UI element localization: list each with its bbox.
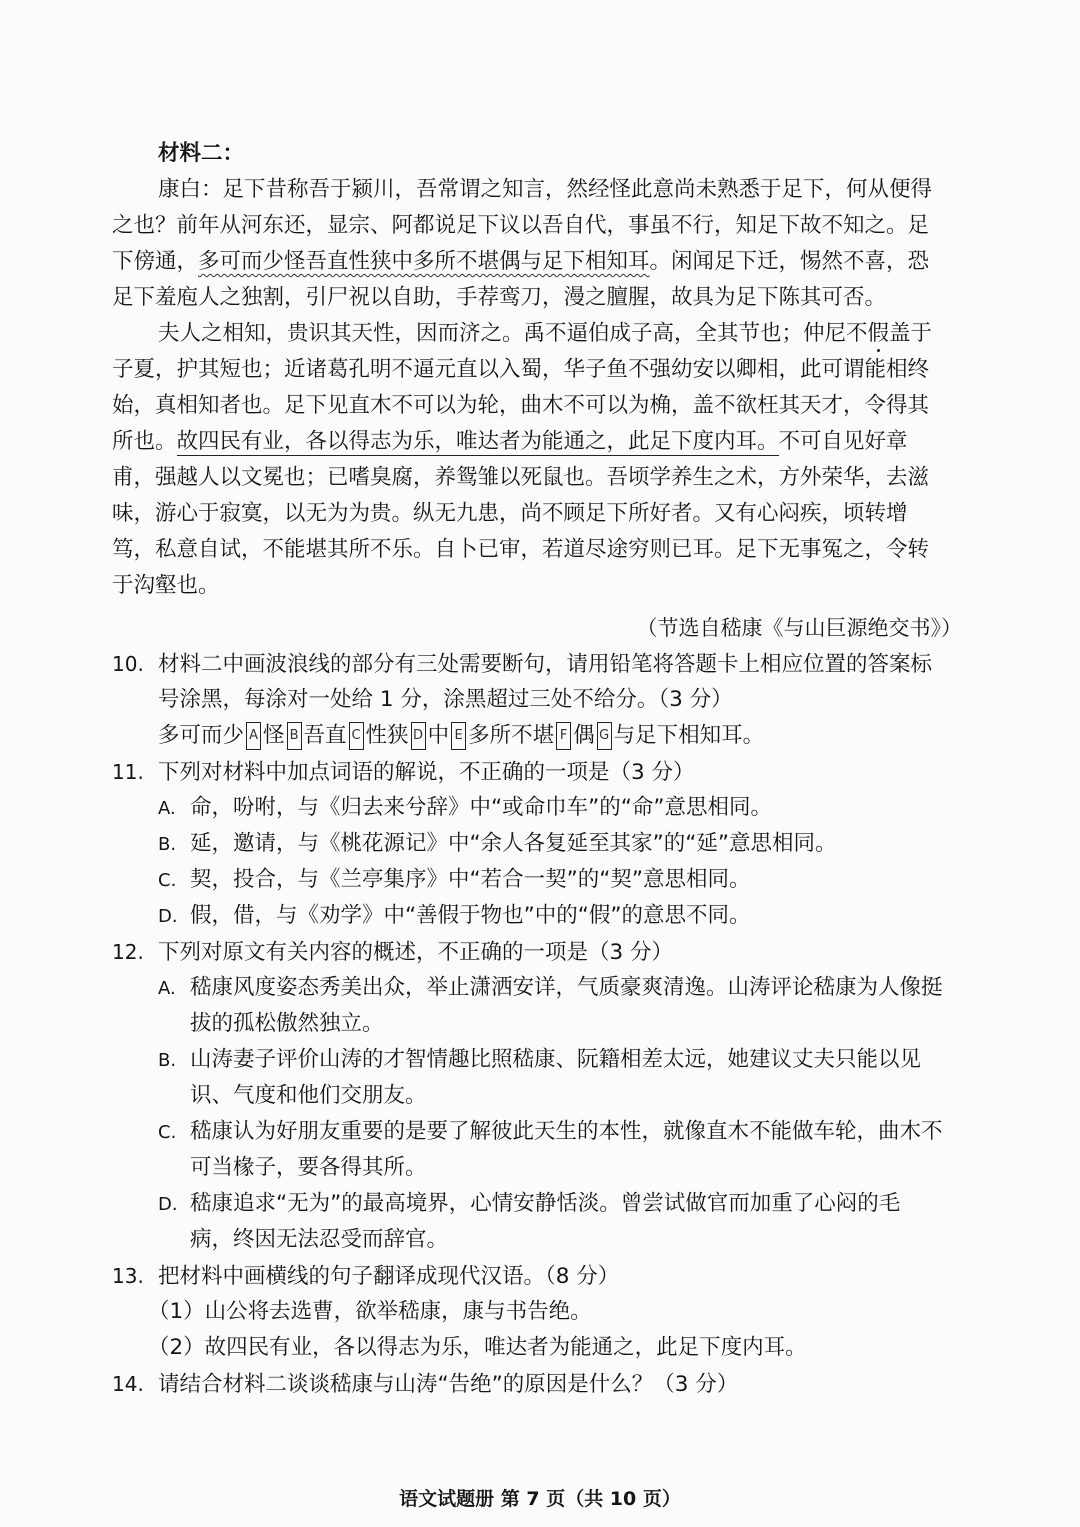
passage-source: （节选自嵇康《与山巨源绝交书》）: [636, 616, 962, 640]
option-letter: D.: [158, 906, 178, 927]
answer-box-g[interactable]: G: [597, 722, 612, 750]
option-text: 契，投合，与《兰亭集序》中“若合一契”的“契”意思相同。: [190, 867, 751, 892]
question-number: 11.: [112, 760, 144, 784]
answer-box-f[interactable]: F: [556, 722, 571, 750]
option-c[interactable]: [158, 862, 1018, 899]
passage-text: 不可自见好章: [778, 429, 908, 454]
answer-box-c[interactable]: C: [349, 722, 364, 750]
option-b[interactable]: [158, 1042, 1018, 1079]
question-number: 14.: [112, 1372, 144, 1396]
question-10-stem-cont: 号涂黑，每涂对一处给 1 分，涂黑超过三处不给分。（3 分）: [158, 687, 733, 712]
option-letter: A.: [158, 978, 176, 999]
answer-box-e[interactable]: E: [451, 722, 466, 750]
sentence-fragment: 吾直: [303, 723, 347, 748]
question-12: [112, 934, 972, 971]
option-letter: C.: [158, 870, 177, 891]
sentence-fragment: 与足下相知耳。: [613, 723, 765, 748]
option-text: 嵇康追求“无为”的最高境界，心情安静恬淡。曾尝试做官而加重了心闷的毛: [190, 1191, 901, 1216]
question-stem: 请结合材料二谈谈嵇康与山涛“告绝”的原因是什么？（3 分）: [158, 1372, 739, 1397]
translation-item-1: （1）山公将去选曹，欲举嵇康，康与书告绝。: [148, 1299, 592, 1324]
passage-line: 味，游心于寂寞，以无为为贵。纵无九患，尚不顾足下所好者。又有心闷疾，顷转增: [112, 501, 908, 526]
passage-line: 甫，强越人以文冕也；已嗜臭腐，养鸳雏以死鼠也。吾顷学养生之术，方外荣华，去滋: [112, 465, 930, 490]
option-a[interactable]: [158, 790, 1018, 827]
punctuation-sentence: [158, 718, 1018, 754]
option-a-cont: 拔的孤松傲然独立。: [190, 1011, 384, 1036]
option-b[interactable]: [158, 826, 1018, 863]
option-c-cont: 可当椽子，要各得其所。: [190, 1155, 427, 1180]
option-d[interactable]: [158, 1186, 1018, 1223]
question-number: 10.: [112, 652, 144, 676]
sentence-fragment: 偶: [573, 723, 595, 748]
question-number: 13.: [112, 1264, 144, 1288]
option-b-cont: 识、气度和他们交朋友。: [190, 1083, 427, 1108]
passage-line: 子夏，护其短也；近诸葛孔明不逼元直以入蜀，华子鱼不强幼安以卿相，此可谓能相终: [112, 357, 930, 382]
passage-line: 笃，私意自试，不能堪其所不乐。自卜已审，若道尽途穷则已耳。足下无事冤之，令转: [112, 537, 930, 562]
material-title: 材料二：: [158, 141, 245, 166]
passage-line: [158, 316, 1018, 352]
passage-text: 盖于: [889, 321, 933, 346]
wavy-underlined-sentence: 多可而少怪吾直性狭中多所不堪偶与足下相知耳: [198, 249, 650, 274]
option-letter: D.: [158, 1194, 178, 1215]
option-d-cont: 病，终因无法忍受而辞官。: [190, 1227, 449, 1252]
question-stem: 下列对原文有关内容的概述，不正确的一项是（3 分）: [158, 940, 674, 965]
passage-line: 始，真相知者也。足下见直木不可以为轮，曲木不可以为桷，盖不欲枉其天才，令得其: [112, 393, 930, 418]
option-text: 延，邀请，与《桃花源记》中“余人各复延至其家”的“延”意思相同。: [190, 831, 837, 856]
sentence-fragment: 中: [427, 723, 450, 748]
passage-text: 下傍通，: [112, 249, 199, 274]
option-d[interactable]: [158, 898, 1018, 935]
question-stem: 材料二中画波浪线的部分有三处需要断句，请用铅笔将答题卡上相应位置的答案标: [158, 652, 933, 677]
option-letter: A.: [158, 798, 176, 819]
passage-text: 。闲闻足下迁，惕然不喜，恐: [649, 249, 930, 274]
sentence-fragment: 多可而少: [158, 723, 245, 748]
option-text: 山涛妻子评价山涛的才智情趣比照嵇康、阮籍相差太远，她建议丈夫只能以见: [190, 1047, 922, 1072]
option-text: 嵇康认为好朋友重要的是要了解彼此天生的本性，就像直木不能做车轮，曲木不: [190, 1119, 943, 1144]
question-number: 12.: [112, 940, 144, 964]
page-footer: 语文试题册 第 7 页（共 10 页）: [399, 1488, 681, 1510]
question-stem: 下列对材料中加点词语的解说，不正确的一项是（3 分）: [158, 760, 695, 785]
option-text: 嵇康风度姿态秀美出众，举止潇洒安详，气质豪爽清逸。山涛评论嵇康为人像挺: [190, 975, 943, 1000]
option-a[interactable]: [158, 970, 1018, 1007]
question-14: [112, 1366, 972, 1403]
passage-text: 所也。: [112, 429, 177, 454]
question-13: [112, 1258, 972, 1295]
underlined-sentence: 故四民有业，各以得志为乐，唯达者为能通之，此足下度内耳。: [176, 429, 779, 454]
passage-line: 之也？前年从河东还，显宗、阿都说足下议以吾自代，事虽不行，知足下故不知之。足: [112, 213, 930, 238]
question-stem: 把材料中画横线的句子翻译成现代汉语。（8 分）: [158, 1264, 620, 1289]
passage-line: [112, 244, 972, 280]
question-10: [112, 646, 972, 683]
sentence-fragment: 怪: [263, 723, 285, 748]
answer-box-d[interactable]: D: [411, 722, 426, 750]
passage-line: 康白：足下昔称吾于颍川，吾常谓之知言，然经怪此意尚未熟悉于足下，何从便得: [158, 177, 933, 202]
passage-line: 于沟壑也。: [112, 573, 220, 598]
answer-box-b[interactable]: B: [287, 722, 302, 750]
option-letter: C.: [158, 1122, 177, 1143]
dotted-word: 假: [867, 321, 890, 346]
sentence-fragment: 性狭: [365, 723, 409, 748]
option-text: 假，借，与《劝学》中“善假于物也”中的“假”的意思不同。: [190, 903, 751, 928]
passage-text: 夫人之相知，贵识其天性，因而济之。禹不逼伯成子高，全其节也；仲尼不: [158, 321, 868, 346]
option-text: 命，吩咐，与《归去来兮辞》中“或命巾车”的“命”意思相同。: [190, 795, 773, 820]
translation-item-2: （2）故四民有业，各以得志为乐，唯达者为能通之，此足下度内耳。: [148, 1335, 807, 1360]
option-c[interactable]: [158, 1114, 1018, 1151]
answer-box-a[interactable]: A: [246, 722, 261, 750]
passage-line: 足下羞庖人之独割，引尸祝以自助，手荐鸾刀，漫之膻腥，故具为足下陈其可否。: [112, 285, 887, 310]
option-letter: B.: [158, 834, 177, 855]
option-letter: B.: [158, 1050, 177, 1071]
passage-line: [112, 424, 972, 460]
sentence-fragment: 多所不堪: [468, 723, 555, 748]
question-11: [112, 754, 972, 791]
